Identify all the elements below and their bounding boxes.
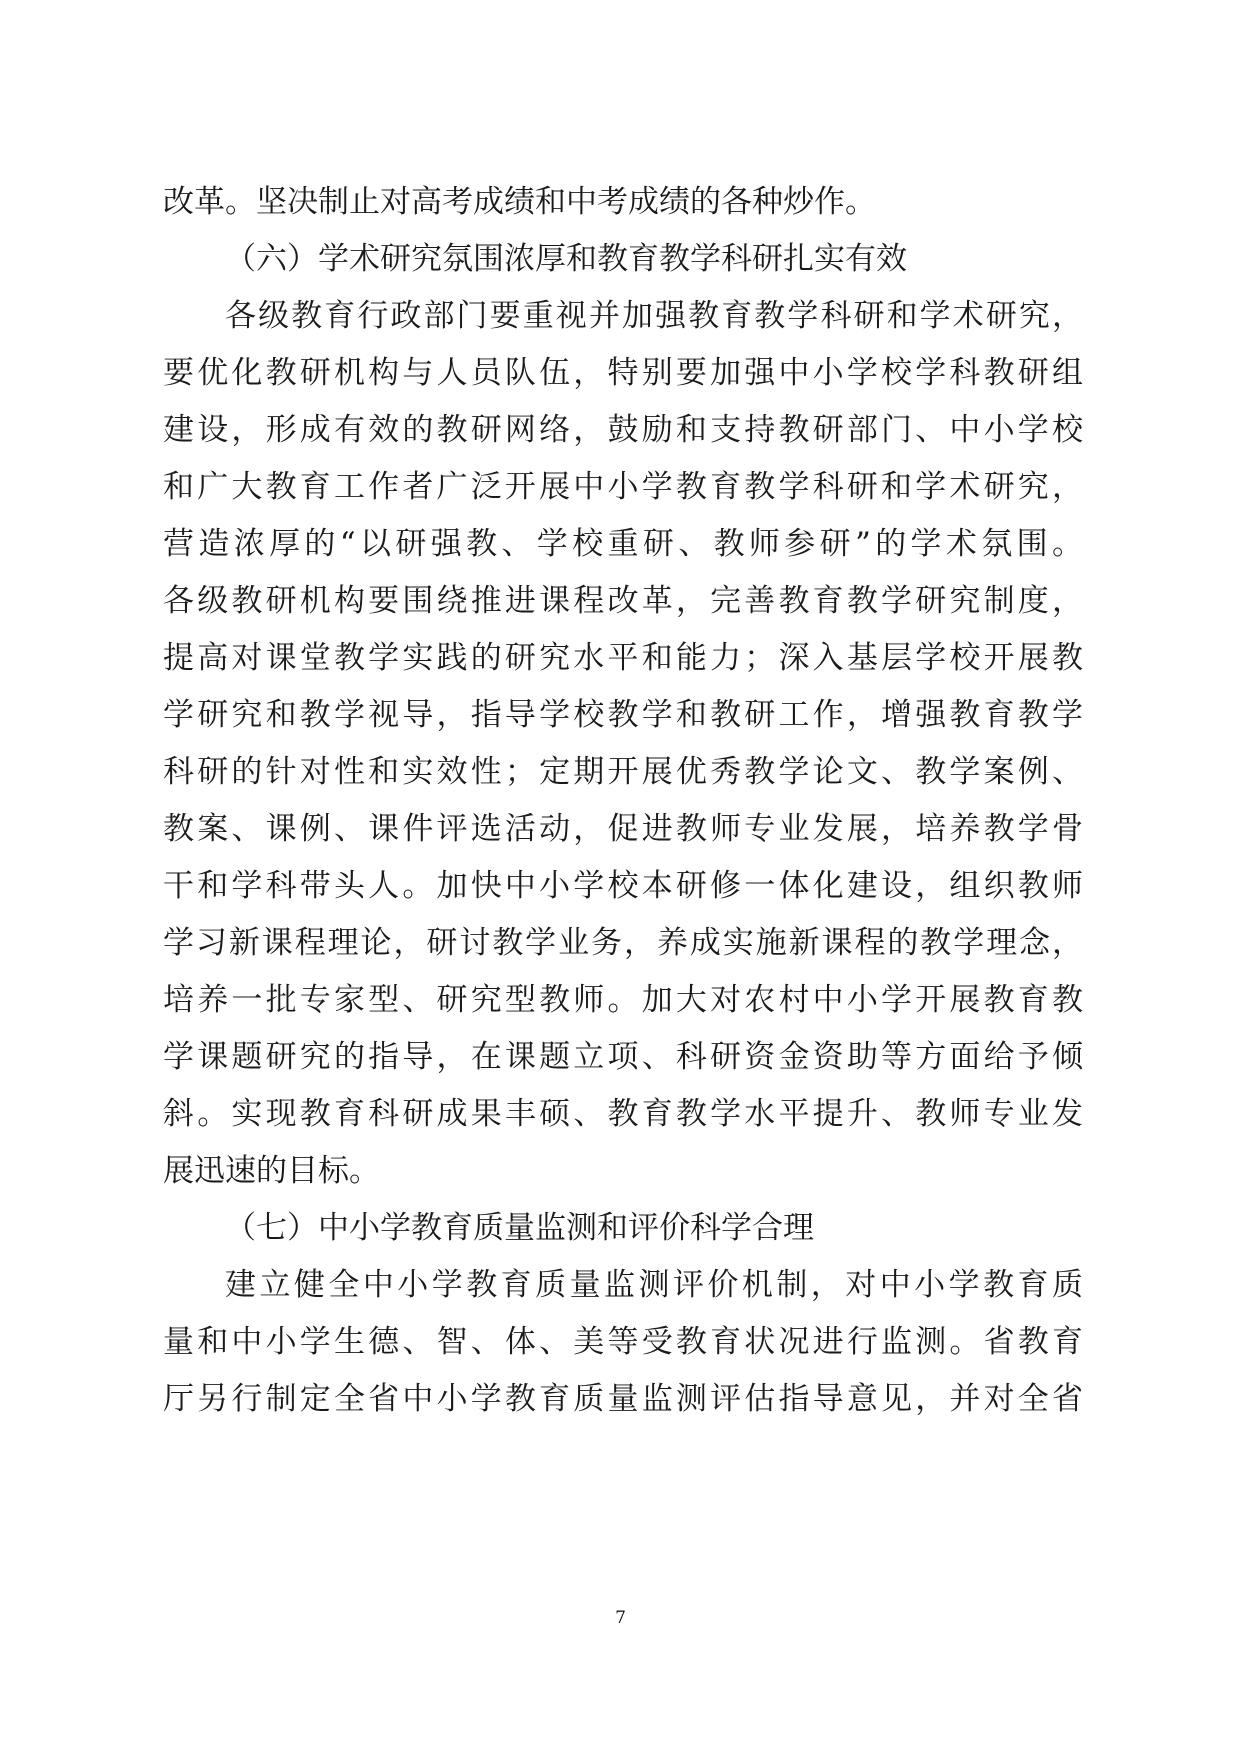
section-heading: （六）学术研究氛围浓厚和教育教学科研扎实有效 bbox=[225, 241, 907, 277]
paragraph-line: 学研究和教学视导，指导学校教学和教研工作，增强教育教学 bbox=[163, 697, 1083, 733]
paragraph-line: 提高对课堂教学实践的研究水平和能力；深入基层学校开展教 bbox=[163, 640, 1083, 676]
paragraph-line: 建立健全中小学教育质量监测评价机制，对中小学教育质 bbox=[225, 1267, 1083, 1303]
paragraph-line: 干和学科带头人。加快中小学校本研修一体化建设，组织教师 bbox=[163, 868, 1083, 904]
paragraph-line: 学习新课程理论，研讨教学业务，养成实施新课程的教学理念， bbox=[163, 925, 1083, 961]
paragraph-line: 量和中小学生德、智、体、美等受教育状况进行监测。省教育 bbox=[163, 1324, 1083, 1360]
paragraph-line: 展迅速的目标。 bbox=[163, 1153, 380, 1189]
paragraph-line: 和广大教育工作者广泛开展中小学教育教学科研和学术研究， bbox=[163, 469, 1083, 505]
paragraph-line: 科研的针对性和实效性；定期开展优秀教学论文、教学案例、 bbox=[163, 754, 1083, 790]
section-heading: （七）中小学教育质量监测和评价科学合理 bbox=[225, 1210, 814, 1246]
paragraph-line: 厅另行制定全省中小学教育质量监测评估指导意见，并对全省 bbox=[163, 1381, 1083, 1417]
paragraph-line: 建设，形成有效的教研网络，鼓励和支持教研部门、中小学校 bbox=[163, 412, 1083, 448]
paragraph-line: 要优化教研机构与人员队伍，特别要加强中小学校学科教研组 bbox=[163, 355, 1083, 391]
paragraph-line: 培养一批专家型、研究型教师。加大对农村中小学开展教育教 bbox=[163, 982, 1083, 1018]
paragraph-line: 改革。坚决制止对高考成绩和中考成绩的各种炒作。 bbox=[163, 184, 876, 220]
paragraph-line: 各级教育行政部门要重视并加强教育教学科研和学术研究， bbox=[225, 298, 1083, 334]
paragraph-line: 教案、课例、课件评选活动，促进教师专业发展，培养教学骨 bbox=[163, 811, 1083, 847]
paragraph-line: 营造浓厚的“以研强教、学校重研、教师参研”的学术氛围。 bbox=[163, 526, 1083, 562]
paragraph-line: 斜。实现教育科研成果丰硕、教育教学水平提升、教师专业发 bbox=[163, 1096, 1083, 1132]
paragraph-line: 学课题研究的指导，在课题立项、科研资金资助等方面给予倾 bbox=[163, 1039, 1083, 1075]
page-number: 7 bbox=[615, 1608, 626, 1628]
paragraph-line: 各级教研机构要围绕推进课程改革，完善教育教学研究制度， bbox=[163, 583, 1083, 619]
